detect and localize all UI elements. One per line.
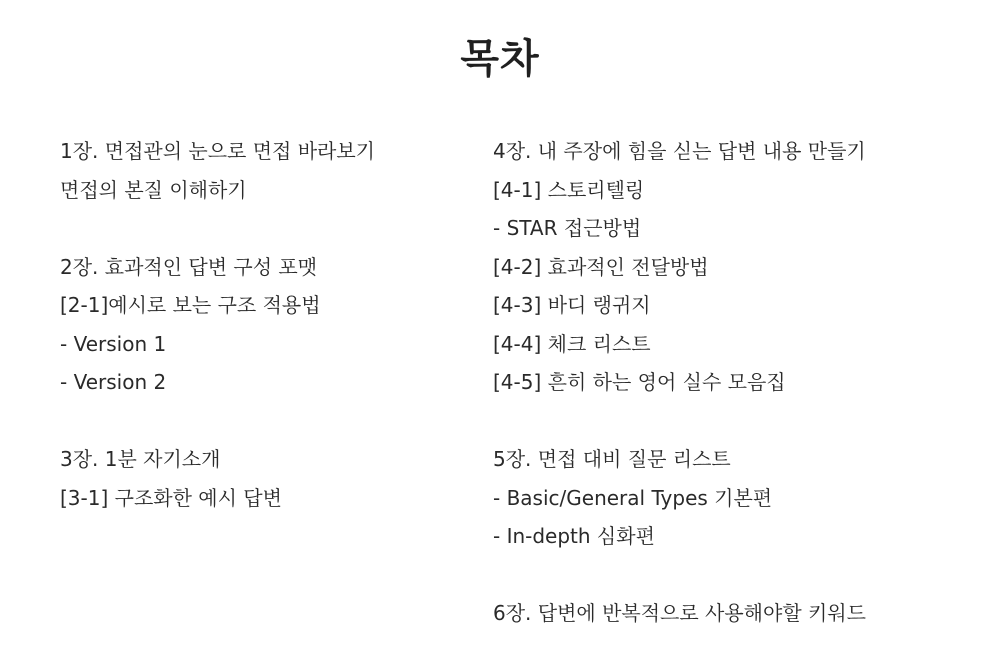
chapter-5-heading: 5장. 면접 대비 질문 리스트 <box>493 447 731 471</box>
chapter-3-heading: 3장. 1분 자기소개 <box>60 447 221 471</box>
chapter-5-item: - Basic/General Types 기본편 <box>493 485 773 510</box>
chapter-4-item: [4-2] 효과적인 전달방법 <box>493 254 709 279</box>
chapter-4-heading: 4장. 내 주장에 힘을 싣는 답변 내용 만들기 <box>493 139 866 163</box>
spacer <box>493 402 993 441</box>
chapter-4-item: - STAR 접근방법 <box>493 216 642 240</box>
chapter-6-heading: 6장. 답변에 반복적으로 사용해야할 키워드 <box>493 601 866 625</box>
page-title: 목차 <box>460 36 540 82</box>
chapter-1-heading: 1장. 면접관의 눈으로 면접 바라보기 <box>60 139 375 163</box>
chapter-4-item: [4-1] 스토리텔링 <box>493 177 645 202</box>
spacer <box>60 209 460 248</box>
toc-left-column <box>60 132 460 517</box>
chapter-2-heading: 2장. 효과적인 답변 구성 포맷 <box>60 254 318 279</box>
chapter-4-item: [4-4] 체크 리스트 <box>493 331 651 356</box>
chapter-2-item: [2-1]예시로 보는 구조 적용법 <box>60 293 321 317</box>
chapter-4-item: [4-3] 바디 랭귀지 <box>493 293 651 317</box>
chapter-2-item: - Version 2 <box>60 370 167 394</box>
toc-right-column <box>493 132 993 633</box>
chapter-2-item: - Version 1 <box>60 331 167 356</box>
chapter-4-item: [4-5] 흔히 하는 영어 실수 모음집 <box>493 370 786 394</box>
chapter-5-item: - In-depth 심화편 <box>493 524 655 548</box>
spacer <box>60 402 460 441</box>
spacer <box>493 556 993 595</box>
chapter-1-item: 면접의 본질 이해하기 <box>60 177 247 202</box>
chapter-3-item: [3-1] 구조화한 예시 답변 <box>60 485 282 510</box>
